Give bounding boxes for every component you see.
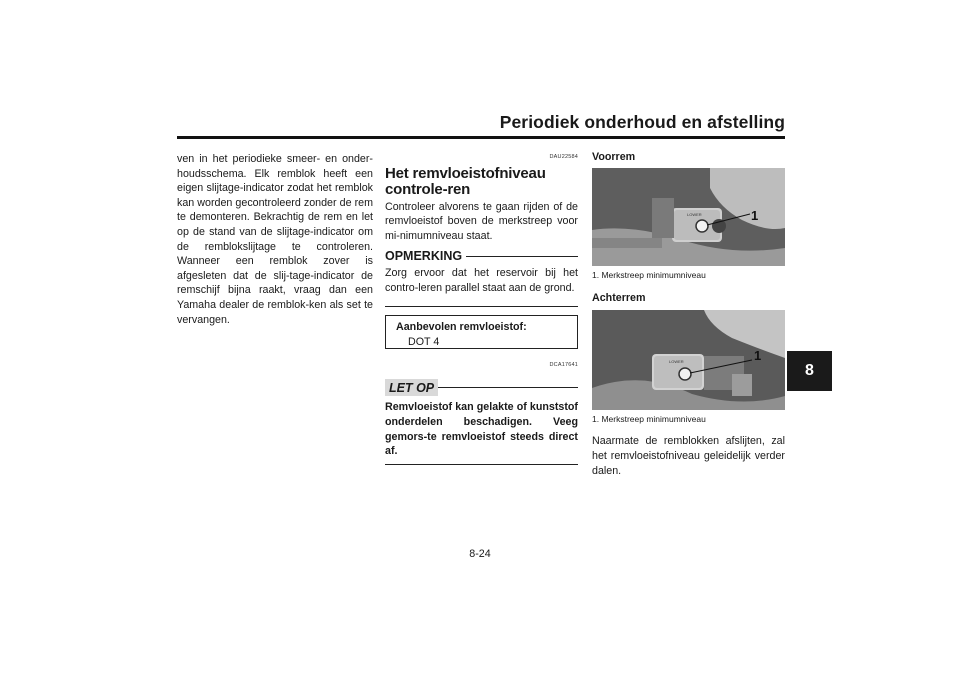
front-brake-reservoir-photo [592, 168, 785, 266]
rear-photo-caption: 1. Merkstreep minimumniveau [592, 413, 706, 424]
caution-end-rule [385, 464, 578, 465]
caution-label: LET OP [385, 379, 438, 397]
spec-title: Aanbevolen remvloeistof: [396, 321, 527, 334]
rear-callout-number: 1 [754, 347, 762, 363]
rear-brake-reservoir-photo [592, 310, 785, 410]
front-photo-caption: 1. Merkstreep minimumniveau [592, 269, 706, 280]
front-callout-number: 1 [751, 207, 759, 223]
closing-text: Naarmate de remblokken afslijten, zal het remvloeistofniveau geleidelijk verder dalen. [592, 435, 785, 477]
caution-text: Remvloeistof kan gelakte of kunststof onderdelen beschadigen. Veeg gemors-te remvloeistof steeds direct af. [385, 401, 578, 458]
front-reservoir-illustration [592, 168, 785, 266]
rear-reservoir-lower-label: LOWER [669, 358, 684, 364]
note-rule [466, 256, 578, 257]
front-reservoir-lower-label: LOWER [687, 211, 702, 217]
note-text: Zorg ervoor dat het reservoir bij het contro-leren parallel staat aan de grond. [385, 266, 578, 294]
caution-code: DCA17641 [549, 362, 578, 369]
section-title: Het remvloeistofniveau controle-ren [385, 164, 546, 198]
middle-column [385, 150, 578, 465]
left-column-text: ven in het periodieke smeer- en onder-houdsschema. Elk remblok heeft een eigen slijtage-indicator zodat het remblok kan worden gecontroleerd zonder de rem te demonteren. Bekrachtig de rem en let op de stand van de slijtage-indicator om de remblokslijtage te controleren. Wanneer een remblok zover is afgesleten dat de slij-tage-indicator de remschijf bijna raakt, vraag dan een Yamaha dealer de remblok-ken als set te vervangen. [177, 153, 373, 326]
page-header-title: Periodiek onderhoud en afstelling [499, 112, 785, 132]
rear-brake-heading: Achterrem [592, 292, 646, 305]
section-code: DAU22584 [549, 154, 578, 160]
rear-reservoir-illustration [592, 310, 785, 410]
chapter-tab[interactable]: 8 [787, 351, 832, 391]
note-label: OPMERKING [385, 249, 463, 264]
header-rule [177, 136, 785, 139]
section-intro: Controleer alvorens te gaan rijden of de remvloeistof boven de merkstreep voor mi-nimumniveau staat. [385, 200, 578, 242]
caution-rule [438, 387, 578, 388]
front-brake-heading: Voorrem [592, 151, 636, 163]
page-number: 8-24 [469, 548, 491, 560]
spec-value: DOT 4 [408, 335, 440, 348]
right-column [592, 150, 785, 478]
spec-box [385, 315, 578, 349]
note-end-rule [385, 306, 578, 307]
caution-heading [385, 379, 578, 397]
note-heading [385, 249, 578, 264]
